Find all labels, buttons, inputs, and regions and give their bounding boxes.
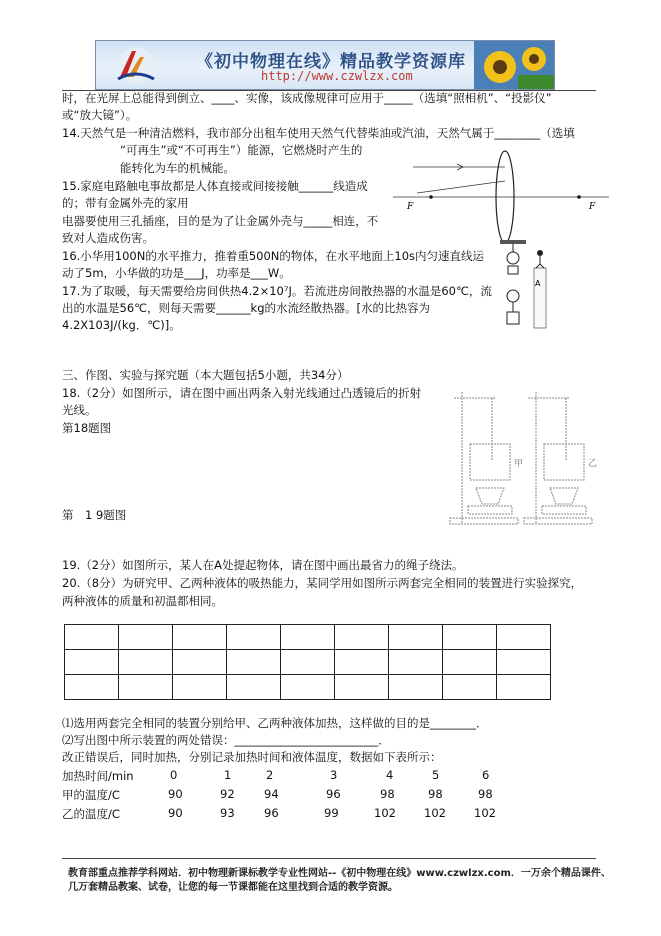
heating-apparatus-diagram — [446, 388, 602, 528]
table-cell: 96 — [326, 787, 341, 801]
footer-line1: 教育部重点推荐学科网站．初中物理新课标教学专业性网站--《初中物理在线》www.czwlzx.com．一万余个精品课件、 — [68, 868, 611, 879]
question-14-c: 能转化为车的机械能。 — [120, 161, 235, 175]
question-15-d: 致对人造成伤害。 — [62, 231, 154, 245]
table-cell: 102 — [474, 806, 496, 820]
header-banner — [95, 40, 555, 90]
question-16-a: 16.小华用100N的水平推力，推着重500N的物体，在水平地面上10s内匀速直线运 — [62, 249, 485, 263]
question-17-a: 17.为了取暖，每天需要给房间供热4.2×10⁷J。若流进房间散热器的水温是60℃，流 — [62, 284, 492, 298]
table-cell: 93 — [220, 806, 235, 820]
header-url[interactable]: http://www.czwlzx.com — [261, 69, 413, 83]
table-cell: 0 — [170, 768, 178, 782]
table-cell: 90 — [168, 787, 183, 801]
table-cell: 92 — [220, 787, 235, 801]
table-cell: 4 — [386, 768, 394, 782]
question-20-part2: ⑵写出图中所示装置的两处错误：_________________________． — [62, 733, 390, 747]
table-cell: 102 — [374, 806, 396, 820]
table-cell: 98 — [380, 787, 395, 801]
figure-19-caption: 第 1 9题图 — [62, 508, 127, 522]
table-cell: 98 — [428, 787, 443, 801]
question-15-a: 15.家庭电路触电事故都是人体直接或间接接触______线造成 — [62, 179, 368, 193]
table-cell: 99 — [324, 806, 339, 820]
table-cell: 3 — [330, 768, 338, 782]
question-17-c: 4.2X103J/(kg．℃)]。 — [62, 318, 181, 332]
question-14-b: “可再生”或“不可再生”）能源，它燃烧时产生的 — [120, 143, 363, 157]
question-20-b: 两种液体的质量和初温都相同。 — [62, 594, 223, 608]
table-cell: 5 — [432, 768, 440, 782]
row-label: 甲的温度/C — [62, 788, 120, 802]
table-cell: 1 — [224, 768, 232, 782]
question-15-b: 的；带有金属外壳的家用 — [62, 196, 189, 210]
row-label: 加热时间/min — [62, 769, 134, 783]
logo-icon — [106, 43, 166, 87]
table-cell: 96 — [264, 806, 279, 820]
text-line1: 时，在光屏上总能得到倒立、____、实像，该成像规律可应用于_____（选填“照相机”、“投影仪” — [62, 91, 552, 105]
focus-label-left: F — [407, 202, 414, 212]
question-15-c: 电器要使用三孔插座，目的是为了让金属外壳与_____相连，不 — [62, 214, 379, 228]
answer-grid — [64, 624, 551, 700]
footer-line2: 几万套精品教案、试卷，让您的每一节课都能在这里找到合适的教学资源。 — [68, 882, 398, 893]
table-cell: 98 — [478, 787, 493, 801]
question-20-part3: 改正错误后，同时加热，分别记录加热时间和液体温度，数据如下表所示： — [62, 750, 442, 764]
question-19: 19.（2分）如图所示，某人在A处提起物体，请在图中画出最省力的绳子绕法。 — [62, 558, 464, 572]
question-17-b: 出的水温是56℃，则每天需要______kg的水流经散热器。[水的比热容为 — [62, 301, 430, 315]
question-18-a: 18.（2分）如图所示，请在图中画出两条入射光线通过凸透镜后的折射 — [62, 386, 422, 400]
table-cell: 6 — [482, 768, 490, 782]
question-16-b: 动了5m，小华做的功是___J，功率是___W。 — [62, 266, 291, 280]
lens-diagram — [393, 145, 609, 241]
beaker-jia-label: 甲 — [514, 459, 524, 469]
pulley-diagram — [500, 238, 550, 334]
footer-divider — [62, 858, 596, 859]
figure-18-caption: 第18题图 — [62, 421, 112, 435]
table-cell: 90 — [168, 806, 183, 820]
question-14-a: 14.天然气是一种清洁燃料，我市部分出租车使用天然气代替柴油或汽油，天然气属于________（选填 — [62, 126, 575, 140]
sunflower-icon — [474, 41, 554, 89]
header-title: 《初中物理在线》精品教学资源库 — [196, 52, 466, 72]
question-20-part1: ⑴选用两套完全相同的装置分别给甲、乙两种液体加热，这样做的目的是________． — [62, 716, 488, 730]
question-18-b: 光线。 — [62, 403, 97, 417]
table-cell: 94 — [264, 787, 279, 801]
table-cell: 2 — [266, 768, 274, 782]
table-cell: 102 — [424, 806, 446, 820]
question-20-a: 20.（8分）为研究甲、乙两种液体的吸热能力，某同学用如图所示两套完全相同的装置进行实验探究， — [62, 576, 583, 590]
row-label: 乙的温度/C — [62, 807, 120, 821]
beaker-yi-label: 乙 — [588, 459, 598, 469]
section-3-heading: 三、作图、实验与探究题（本大题包括5小题，共34分） — [62, 368, 349, 382]
focus-label-right: F — [589, 202, 596, 212]
point-a-label: A — [535, 279, 541, 288]
text-line2: 或“放大镜”）。 — [62, 108, 138, 122]
